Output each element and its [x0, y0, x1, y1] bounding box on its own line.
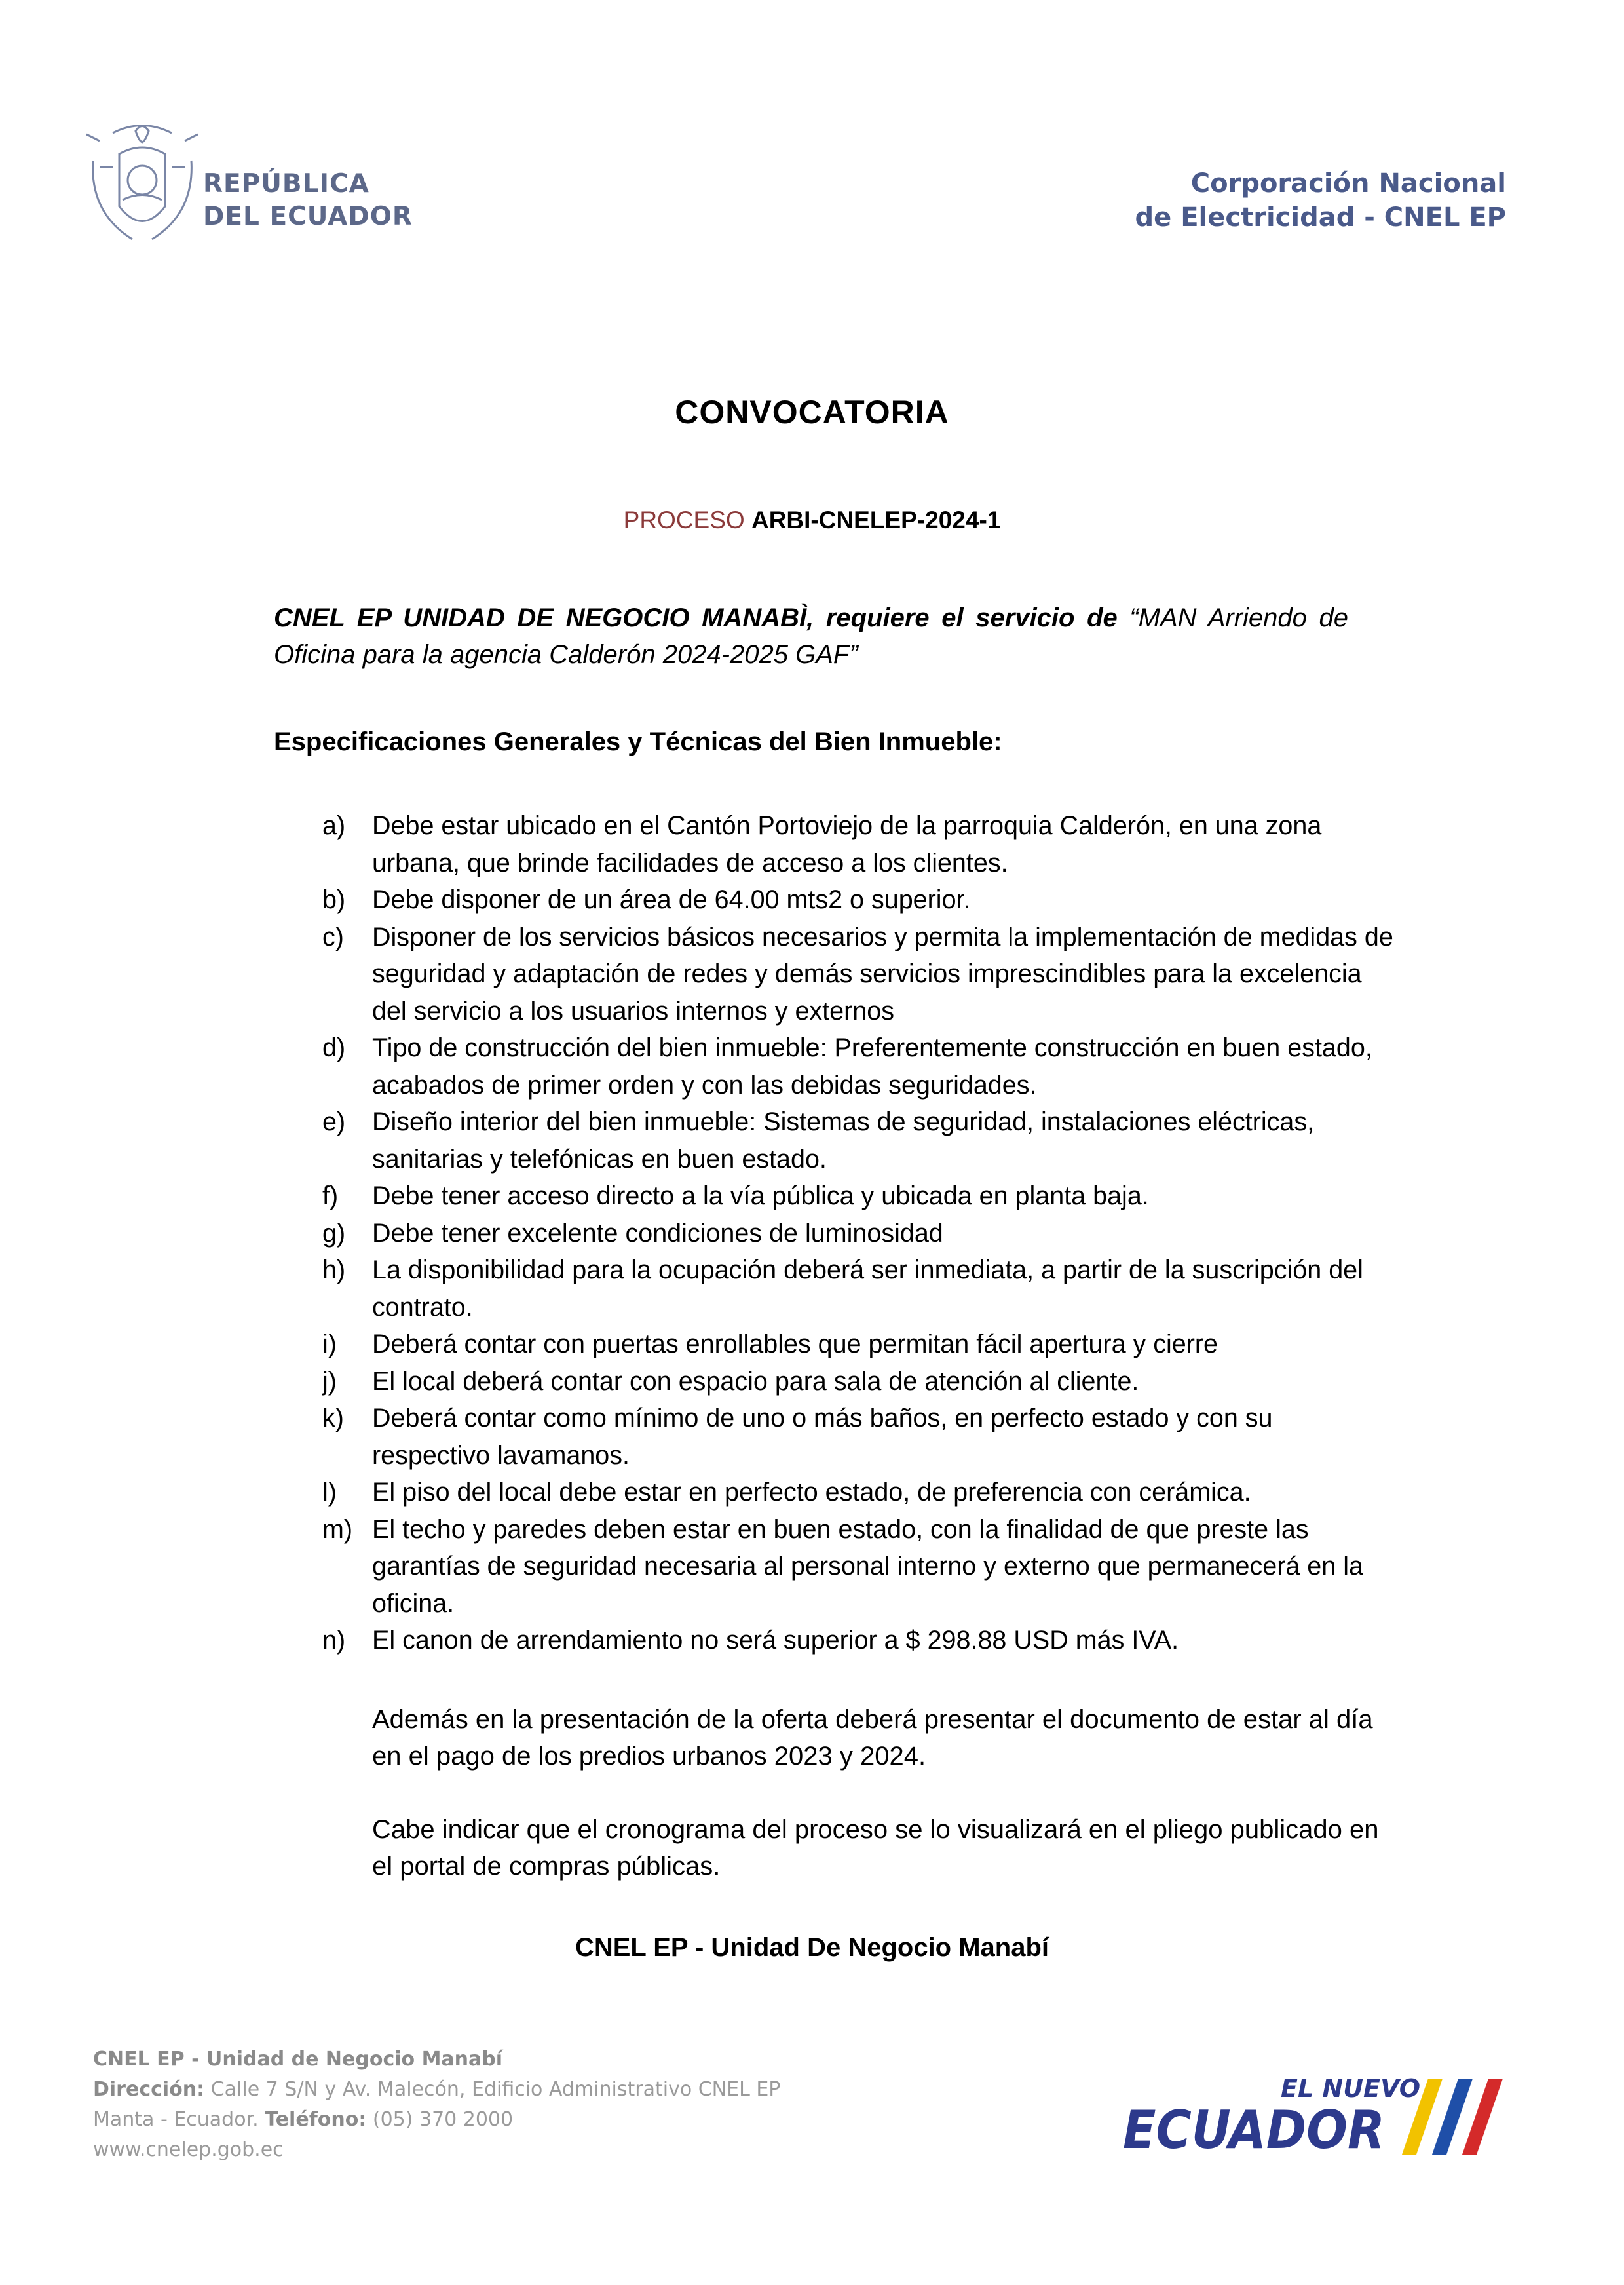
list-item-letter: h) — [322, 1256, 346, 1284]
paragraph-cronograma: Cabe indicar que el cronograma del proceso se lo visualizará en el pliego publicado en el portal de compras públicas. — [372, 1815, 1379, 1881]
list-item-text: Debe disponer de un área de 64.00 mts2 o superior. — [372, 885, 971, 914]
list-item-text: El local deberá contar con espacio para sala de atención al cliente. — [372, 1366, 1139, 1396]
process-code: ARBI-CNELEP-2024-1 — [751, 507, 1001, 533]
list-item-text: Disponer de los servicios básicos necesarios y permita la implementación de medidas de seguridad y adaptación de redes y demás servicios imprescindibles para la excelencia del servicio a los usuarios internos y externos — [372, 922, 1393, 1026]
list-item — [322, 881, 1397, 919]
list-item-text: El canon de arrendamiento no será superior a $ 298.88 USD más IVA. — [372, 1626, 1179, 1655]
list-item — [322, 1363, 1397, 1400]
list-item-letter: e) — [322, 1107, 346, 1136]
list-item-text: La disponibilidad para la ocupación deberá ser inmediata, a partir de la suscripción del contrato. — [372, 1256, 1363, 1322]
footer-city: Manta - Ecuador. — [93, 2108, 265, 2131]
republic-logo-text — [203, 168, 413, 233]
list-item-letter: l) — [322, 1478, 337, 1507]
list-item — [322, 1326, 1397, 1363]
process-line — [0, 507, 1624, 534]
list-item — [322, 1511, 1397, 1623]
list-item — [322, 1622, 1397, 1659]
list-item — [322, 1178, 1397, 1215]
corp-line-2: de Electricidad - CNEL EP — [1135, 202, 1506, 233]
list-item — [322, 919, 1397, 1030]
list-item — [322, 1215, 1397, 1252]
list-item-text: Debe tener excelente condiciones de luminosidad — [372, 1218, 943, 1248]
list-item-text: Debe estar ubicado en el Cantón Portoviejo de la parroquia Calderón, en una zona urbana, que brinde facilidades de acceso a los clientes. — [372, 811, 1322, 877]
republic-line-1: REPÚBLICA — [203, 169, 369, 199]
el-nuevo-ecuador-logo — [1120, 2071, 1526, 2162]
process-label: PROCESO — [623, 507, 745, 533]
list-item — [322, 1252, 1397, 1326]
list-item-letter: m) — [322, 1514, 353, 1544]
list-item-letter: d) — [322, 1033, 346, 1062]
cnel-corporation-name — [1135, 166, 1506, 235]
list-item-text: Debe tener acceso directo a la vía pública y ubicada en planta baja. — [372, 1181, 1149, 1210]
list-item-letter: b) — [322, 885, 346, 914]
footer-website: www.cnelep.gob.ec — [93, 2138, 284, 2161]
list-item-text: Deberá contar con puertas enrollables que permitan fácil apertura y cierre — [372, 1330, 1218, 1358]
list-item-letter: g) — [322, 1218, 346, 1248]
spec-heading: Especificaciones Generales y Técnicas del Bien Inmueble: — [274, 727, 1002, 756]
corp-line-1: Corporación Nacional — [1190, 168, 1506, 199]
list-item-letter: a) — [322, 811, 346, 840]
footer-contact — [93, 2045, 780, 2165]
spec-list — [322, 807, 1397, 1659]
logo-main-text: ECUADOR — [1123, 2100, 1385, 2160]
intro-bold: CNEL EP UNIDAD DE NEGOCIO MANABÌ, requiere el servicio de — [274, 604, 1118, 632]
list-item-letter: c) — [322, 922, 344, 951]
footer-address-label: Dirección: — [93, 2078, 205, 2101]
list-item-text: El piso del local debe estar en perfecto estado, de preferencia con cerámica. — [372, 1478, 1251, 1507]
footer-phone-label: Teléfono: — [265, 2108, 367, 2131]
list-item — [322, 807, 1397, 881]
list-item-text: Diseño interior del bien inmueble: Sistemas de seguridad, instalaciones eléctricas, sanitarias y telefónicas en buen estado. — [372, 1107, 1315, 1174]
intro-rest: “MAN Arriendo de Oficina para la agencia Calderón 2024-2025 GAF” — [274, 604, 1348, 669]
coat-of-arms-icon — [73, 115, 211, 252]
paragraph-predios: Además en la presentación de la oferta deberá presentar el documento de estar al día en el pago de los predios urbanos 2023 y 2024. — [372, 1705, 1373, 1771]
list-item — [322, 1104, 1397, 1178]
list-item — [322, 1474, 1397, 1511]
signer: CNEL EP - Unidad De Negocio Manabí — [575, 1933, 1049, 1962]
list-item — [322, 1400, 1397, 1474]
list-item-letter: f) — [322, 1181, 339, 1210]
list-item — [322, 1029, 1397, 1104]
republic-line-2: DEL ECUADOR — [203, 202, 413, 231]
list-item-letter: n) — [322, 1626, 346, 1655]
intro-paragraph — [274, 600, 1348, 673]
list-item-text: Deberá contar como mínimo de uno o más baños, en perfecto estado y con su respectivo lavamanos. — [372, 1404, 1273, 1470]
footer-address: Calle 7 S/N y Av. Malecón, Edificio Administrativo CNEL EP — [204, 2078, 781, 2101]
page-title: CONVOCATORIA — [675, 394, 949, 431]
list-item-text: Tipo de construcción del bien inmueble: Preferentemente construcción en buen estado, acabados de primer orden y con las debidas seguridades. — [372, 1033, 1372, 1100]
footer-phone: (05) 370 2000 — [366, 2108, 514, 2131]
list-item-text: El techo y paredes deben estar en buen estado, con la finalidad de que preste las garantías de seguridad necesaria al personal interno y externo que permanecerá en la oficina. — [372, 1514, 1363, 1618]
list-item-letter: i) — [322, 1330, 337, 1358]
footer-unit: CNEL EP - Unidad de Negocio Manabí — [93, 2048, 503, 2071]
logo-top-text: EL NUEVO — [1281, 2074, 1421, 2103]
list-item-letter: j) — [322, 1366, 337, 1396]
list-item-letter: k) — [322, 1404, 344, 1432]
